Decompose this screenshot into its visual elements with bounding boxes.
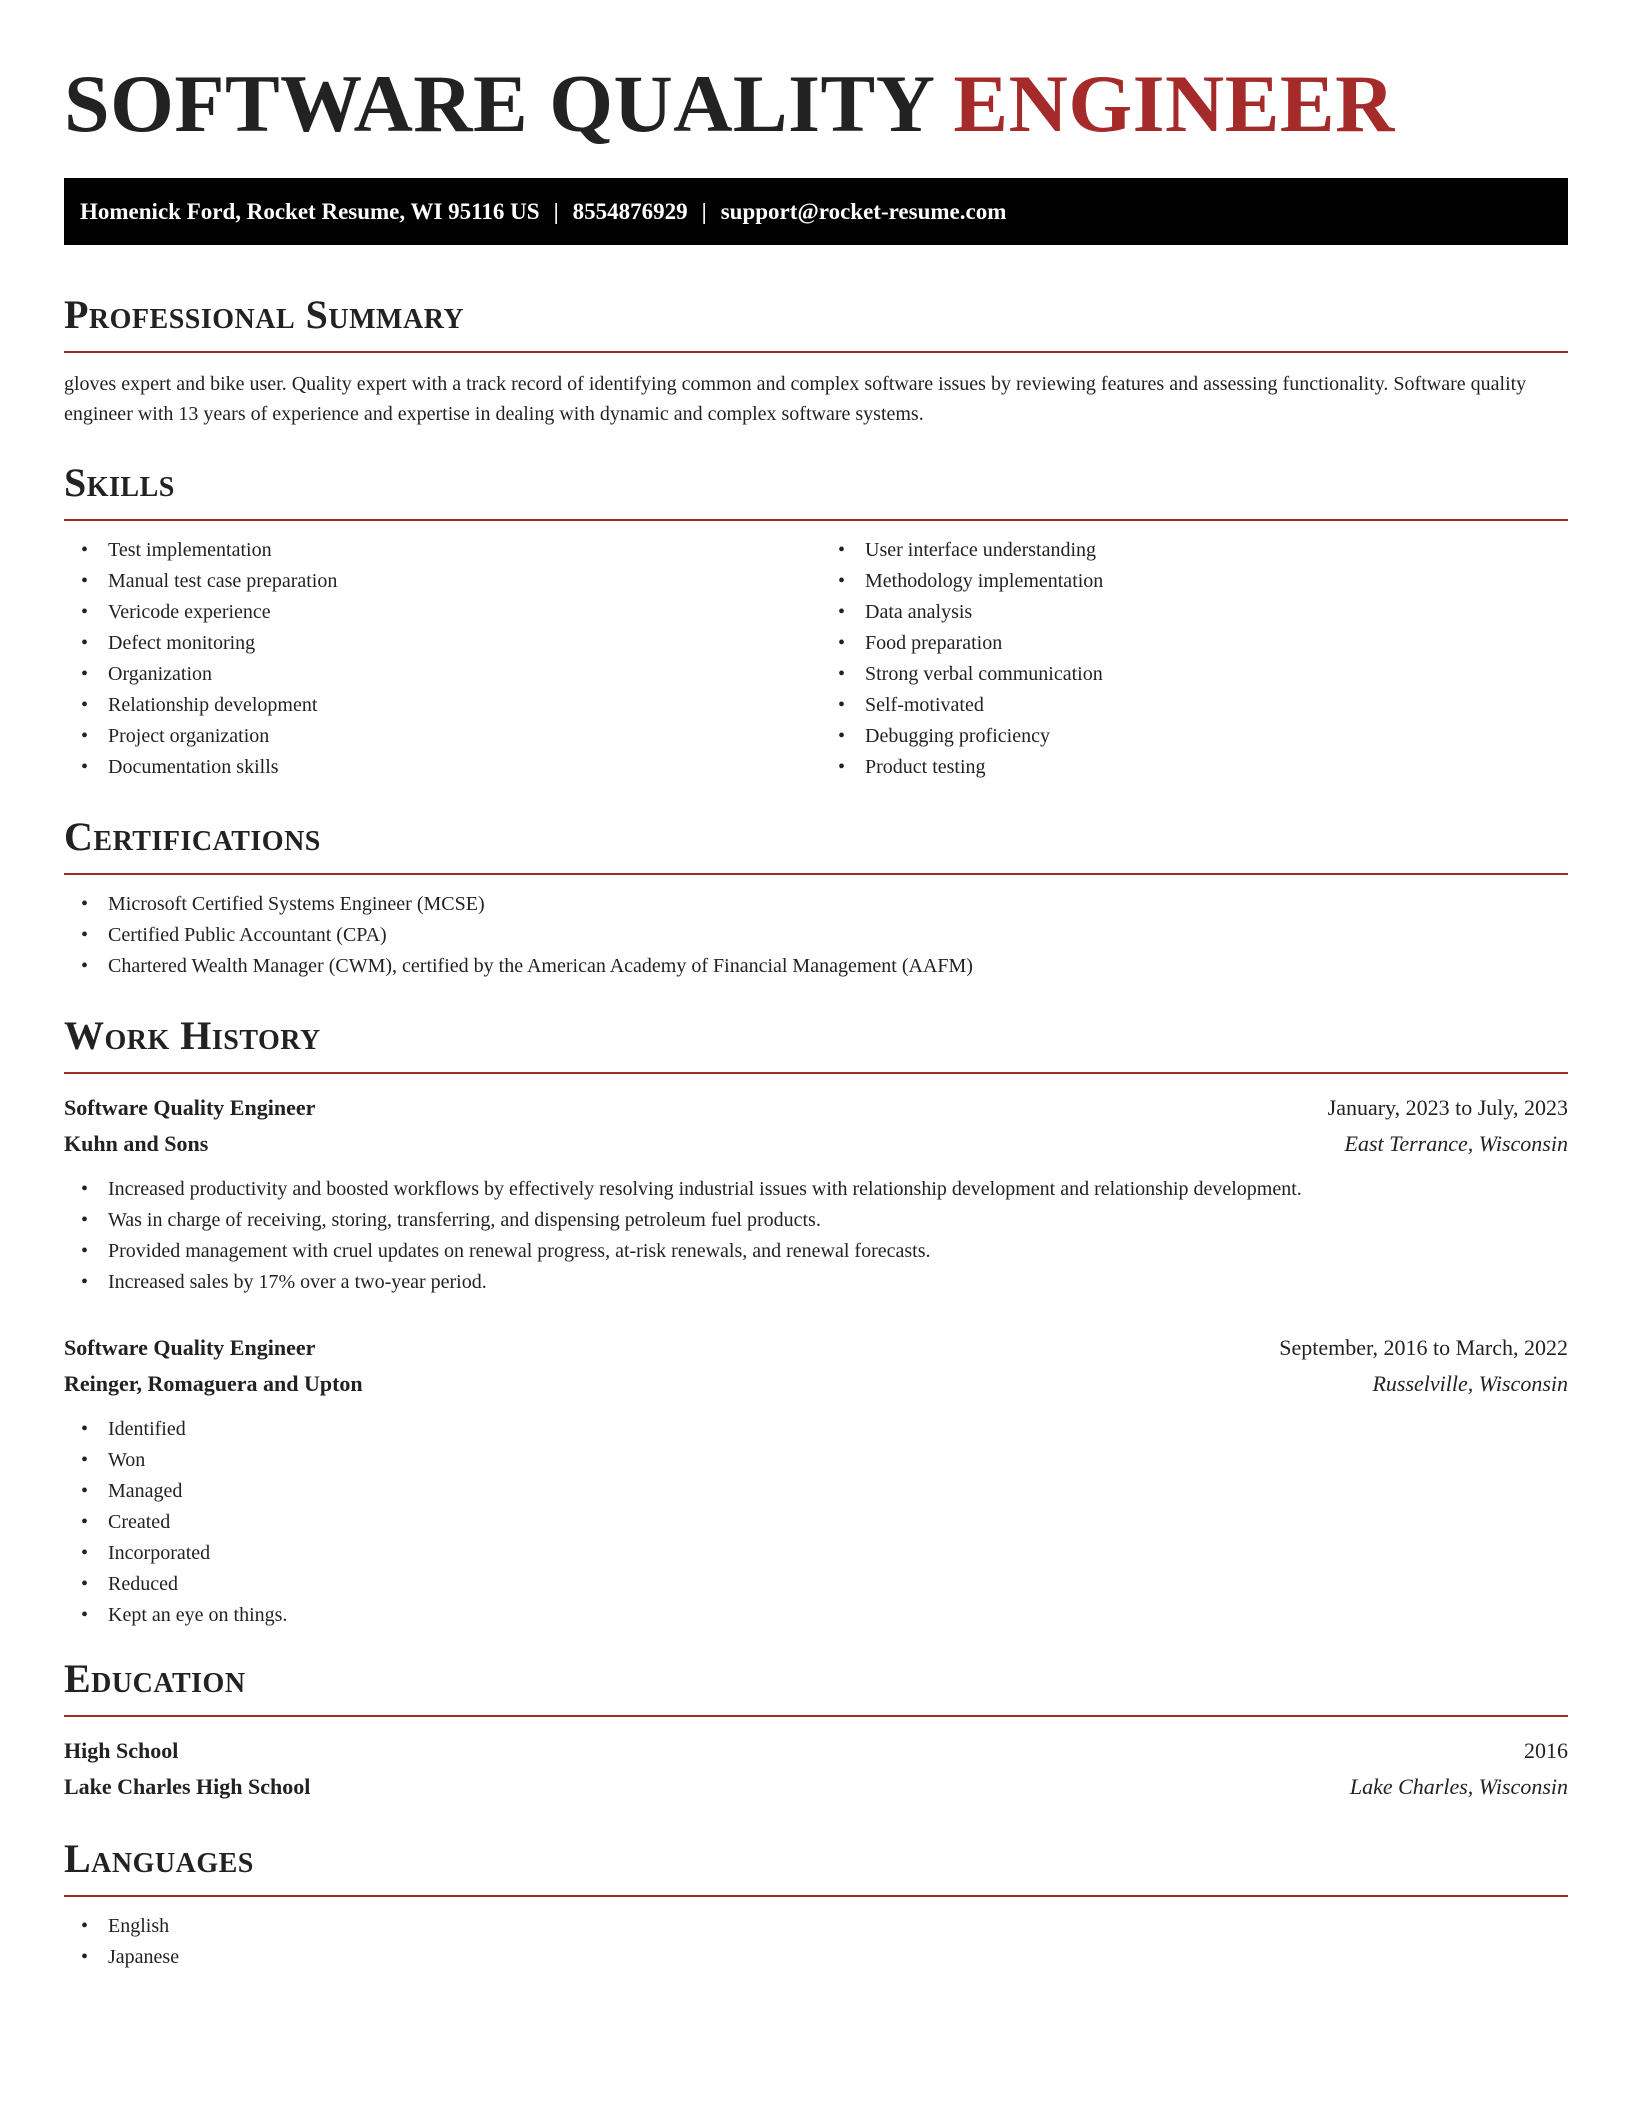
section-heading: Work History	[64, 1013, 321, 1058]
section-divider	[64, 873, 1568, 875]
section-divider	[64, 1072, 1568, 1074]
skill-item: • Vericode experience	[64, 597, 811, 628]
job-company-row	[64, 1126, 1568, 1162]
section-divider	[64, 1895, 1568, 1897]
job-bullet: • Provided management with cruel updates on renewal progress, at-risk renewals, and renewal forecasts.	[64, 1236, 1568, 1267]
language-item: • Japanese	[64, 1942, 1568, 1973]
skill-item: • Defect monitoring	[64, 628, 811, 659]
languages-section	[64, 1833, 1568, 1973]
section-heading: Education	[64, 1656, 246, 1701]
job-company-row	[64, 1366, 1568, 1402]
job-bullet: • Increased productivity and boosted workflows by effectively resolving industrial issues with relationship development and relationship development.	[64, 1174, 1568, 1205]
certification-item: • Microsoft Certified Systems Engineer (MCSE)	[64, 889, 1568, 920]
contact-phone: 8554876929	[572, 199, 688, 224]
skill-item: • Test implementation	[64, 535, 811, 566]
work-history-section	[64, 1010, 1568, 1631]
job-bullets	[64, 1414, 1568, 1631]
contact-email[interactable]: support@rocket-resume.com	[720, 199, 1007, 224]
skill-item: • Strong verbal communication	[821, 659, 1568, 690]
skill-item: • Methodology implementation	[821, 566, 1568, 597]
job-bullet: • Won	[64, 1445, 1568, 1476]
job-bullet: • Reduced	[64, 1569, 1568, 1600]
section-heading: Languages	[64, 1836, 254, 1881]
job-dates: September, 2016 to March, 2022	[1279, 1335, 1568, 1360]
job-entry	[64, 1330, 1568, 1631]
job-title: Software Quality Engineer	[64, 1335, 316, 1360]
skill-item: • Manual test case preparation	[64, 566, 811, 597]
skill-item: • Self-motivated	[821, 690, 1568, 721]
skill-item: • Project organization	[64, 721, 811, 752]
section-heading: Skills	[64, 460, 175, 505]
skill-item: • Data analysis	[821, 597, 1568, 628]
contact-separator: |	[701, 199, 707, 224]
languages-list	[64, 1911, 1568, 1973]
section-divider	[64, 1715, 1568, 1717]
summary-section	[64, 289, 1568, 429]
skills-list-left	[64, 535, 811, 783]
education-school-row	[64, 1769, 1568, 1805]
job-company: Reinger, Romaguera and Upton	[64, 1371, 363, 1396]
education-header-row	[64, 1733, 1568, 1769]
skills-columns	[64, 521, 1568, 783]
job-bullet: • Increased sales by 17% over a two-year period.	[64, 1267, 1568, 1298]
section-heading: Professional Summary	[64, 292, 465, 337]
certification-item: • Chartered Wealth Manager (CWM), certified by the American Academy of Financial Management (AAFM)	[64, 951, 1568, 982]
summary-text: gloves expert and bike user. Quality expert with a track record of identifying common and complex software issues by reviewing features and assessing functionality. Software quality engineer with 13 years of experience and expertise in dealing with dynamic and complex software systems.	[64, 373, 1527, 425]
job-header-row	[64, 1090, 1568, 1126]
skill-item: • Organization	[64, 659, 811, 690]
job-bullet: • Kept an eye on things.	[64, 1600, 1568, 1631]
skills-list-right	[811, 535, 1568, 783]
contact-separator: |	[553, 199, 559, 224]
contact-address: Homenick Ford, Rocket Resume, WI 95116 US	[80, 199, 540, 224]
job-entry	[64, 1090, 1568, 1298]
job-title: Software Quality Engineer	[64, 1095, 316, 1120]
job-bullet: • Created	[64, 1507, 1568, 1538]
skill-item: • Debugging proficiency	[821, 721, 1568, 752]
education-location: Lake Charles, Wisconsin	[1349, 1774, 1568, 1799]
certification-item: • Certified Public Accountant (CPA)	[64, 920, 1568, 951]
skill-item: • Relationship development	[64, 690, 811, 721]
job-bullets	[64, 1174, 1568, 1298]
job-location: Russelville, Wisconsin	[1372, 1371, 1568, 1396]
language-item: • English	[64, 1911, 1568, 1942]
education-year: 2016	[1524, 1738, 1568, 1763]
skill-item: • Food preparation	[821, 628, 1568, 659]
job-bullet: • Identified	[64, 1414, 1568, 1445]
section-divider	[64, 351, 1568, 353]
certifications-section	[64, 811, 1568, 982]
job-bullet: • Managed	[64, 1476, 1568, 1507]
education-degree: High School	[64, 1738, 179, 1763]
skill-item: • Documentation skills	[64, 752, 811, 783]
job-bullet: • Incorporated	[64, 1538, 1568, 1569]
certifications-list	[64, 889, 1568, 982]
skill-item: • Product testing	[821, 752, 1568, 783]
job-header-row	[64, 1330, 1568, 1366]
title-main: SOFTWARE QUALITY	[64, 58, 933, 149]
job-dates: January, 2023 to July, 2023	[1327, 1095, 1568, 1120]
section-heading: Certifications	[64, 814, 321, 859]
education-section	[64, 1653, 1568, 1805]
education-entry	[64, 1733, 1568, 1805]
job-location: East Terrance, Wisconsin	[1344, 1131, 1568, 1156]
job-company: Kuhn and Sons	[64, 1131, 209, 1156]
title-accent: ENGINEER	[953, 58, 1395, 149]
skills-section	[64, 457, 1568, 783]
skill-item: • User interface understanding	[821, 535, 1568, 566]
contact-bar	[64, 178, 1568, 245]
resume-title	[64, 0, 1568, 152]
job-bullet: • Was in charge of receiving, storing, transferring, and dispensing petroleum fuel products.	[64, 1205, 1568, 1236]
education-school: Lake Charles High School	[64, 1774, 311, 1799]
